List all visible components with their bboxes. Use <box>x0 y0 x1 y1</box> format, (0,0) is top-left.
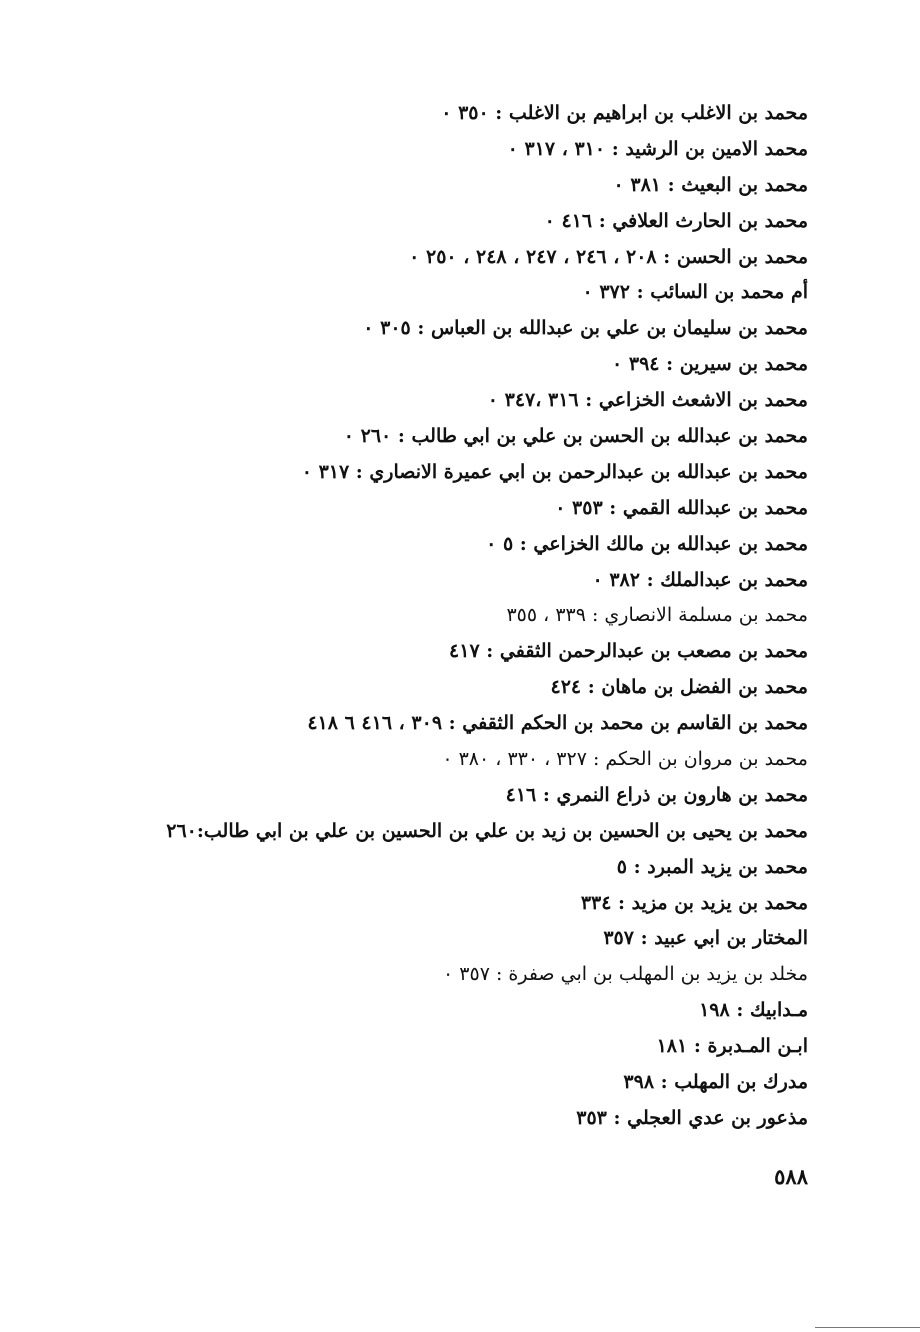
index-entry: محمد بن القاسم بن محمد بن الحكم الثقفي : ٣٠٩ ، ٤١٦ ٦ ٤١٨ <box>307 712 808 735</box>
index-entry: محمد بن عبدالله القمي : ٣٥٣ ٠ <box>555 496 808 519</box>
page-number: ٥٨٨ <box>774 1164 808 1189</box>
index-entry: محمد بن يحيى بن الحسين بن زيد بن علي بن الحسين بن علي بن ابي طالب:٢٦٠ <box>166 819 808 842</box>
index-entry: محمد بن الفضل بن ماهان : ٤٢٤ <box>550 676 808 699</box>
index-entry: محمد بن الاشعث الخزاعي : ٣١٦ ،٣٤٧ ٠ <box>487 389 808 412</box>
index-entry: ابـن المـدبرة : ١٨١ <box>656 1035 808 1058</box>
index-entry: محمد بن عبدالله بن عبدالرحمن بن ابي عميرة الانصاري : ٣١٧ ٠ <box>301 460 808 483</box>
index-entry: محمد بن عبدالله بن الحسن بن علي بن ابي طالب : ٢٦٠ ٠ <box>343 425 808 448</box>
index-entry: محمد بن البعيث : ٣٨١ ٠ <box>613 173 808 196</box>
index-entry: محمد بن مروان بن الحكم : ٣٢٧ ، ٣٣٠ ، ٣٨٠ ٠ <box>442 748 808 771</box>
index-entry: محمد بن عبدالملك : ٣٨٢ ٠ <box>592 568 808 591</box>
index-entry: محمد بن مسلمة الانصاري : ٣٣٩ ، ٣٥٥ <box>506 604 808 627</box>
index-entry: محمد بن الحارث العلافي : ٤١٦ ٠ <box>544 209 808 232</box>
index-entry: أم محمد بن السائب : ٣٧٢ ٠ <box>582 281 808 304</box>
index-entry: محمد بن الحسن : ٢٠٨ ، ٢٤٦ ، ٢٤٧ ، ٢٤٨ ، ٢٥٠ ٠ <box>409 245 808 268</box>
index-entry: محمد بن الاغلب بن ابراهيم بن الاغلب : ٣٥٠ ٠ <box>441 102 808 124</box>
index-entry: مدرك بن المهلب : ٣٩٨ <box>623 1071 808 1094</box>
index-entries <box>108 96 808 1137</box>
index-entry: مذعور بن عدي العجلي : ٣٥٣ <box>576 1106 808 1129</box>
index-entry: مخلد بن يزيد بن المهلب بن ابي صفرة : ٣٥٧ ٠ <box>443 963 808 986</box>
index-entry: محمد بن سليمان بن علي بن عبدالله بن العباس : ٣٠٥ ٠ <box>363 317 808 340</box>
scan-edge-line <box>815 1327 920 1328</box>
index-entry: المختار بن ابي عبيد : ٣٥٧ <box>603 927 808 950</box>
index-entry: محمد بن مصعب بن عبدالرحمن الثقفي : ٤١٧ <box>449 640 808 663</box>
index-entry: محمد بن عبدالله بن مالك الخزاعي : ٥ ٠ <box>486 532 808 555</box>
index-entry: مـدابيك : ١٩٨ <box>699 999 808 1022</box>
index-entry: محمد بن سيرين : ٣٩٤ ٠ <box>612 353 808 376</box>
index-entry: محمد بن هارون بن ذراع النمري : ٤١٦ <box>505 783 808 806</box>
index-entry: محمد بن يزيد المبرد : ٥ <box>616 855 808 878</box>
index-entry: محمد الامين بن الرشيد : ٣١٠ ، ٣١٧ ٠ <box>507 137 808 160</box>
index-entry: محمد بن يزيد بن مزيد : ٣٣٤ <box>580 891 808 914</box>
